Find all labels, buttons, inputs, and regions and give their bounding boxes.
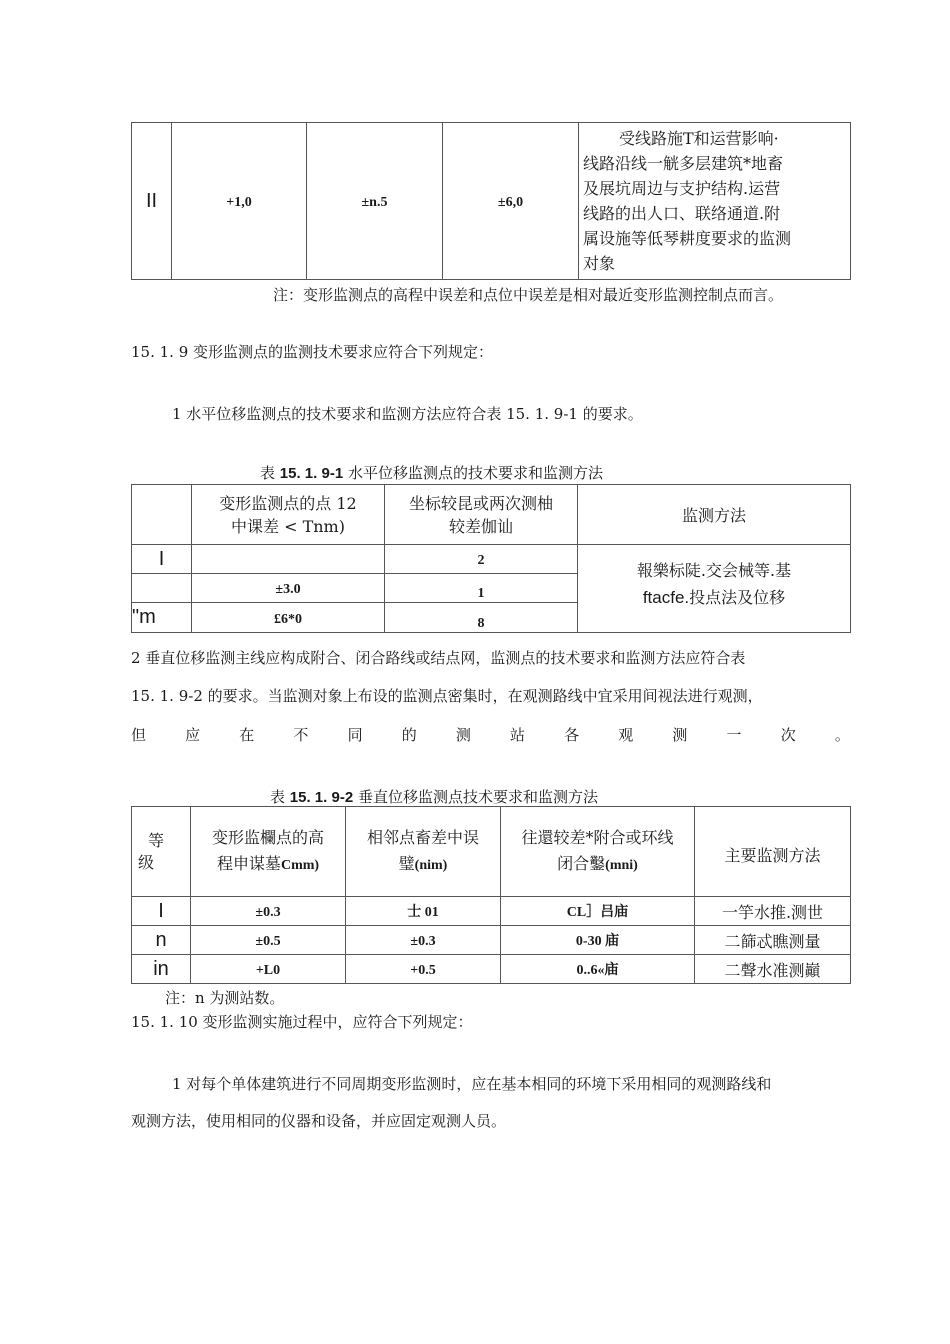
item-2-line-2: 15. 1. 9-2 的要求。当监测对象上布设的监测点密集时，在观测路线中宜采用间视法进行观测， bbox=[131, 687, 763, 705]
table-15-1-9-2 bbox=[131, 806, 851, 984]
table1-cell: ±3.0 bbox=[192, 574, 385, 603]
table1-header-empty bbox=[132, 485, 192, 545]
table1-header-coord-diff: 坐标较昆或两次测柚 较差伽讪 bbox=[385, 485, 578, 545]
item-3-line-2: 观测方法，使用相同的仪器和设备，并应固定观测人员。 bbox=[131, 1112, 507, 1130]
value-cell: +1,0 bbox=[172, 123, 307, 280]
table1-level bbox=[132, 574, 192, 603]
section-15-1-9: 15. 1. 9 变形监测点的监测技术要求应符合下列规定： bbox=[131, 343, 494, 361]
table2-method: 二篩忒瞧测量 bbox=[695, 926, 851, 955]
table2-level: n bbox=[132, 926, 191, 955]
table2-level: I bbox=[132, 897, 191, 926]
description-line: 及展坑周边与支护结构.运营 bbox=[583, 179, 781, 198]
table2-method: 二聲水准测巓 bbox=[695, 955, 851, 984]
table2-cell: ±0.3 bbox=[191, 897, 346, 926]
table1-cell bbox=[192, 545, 385, 574]
table2-cell: +L0 bbox=[191, 955, 346, 984]
table2-header-height-diff-error: 相邻点畜差中误 璧(nim) bbox=[346, 807, 501, 897]
value-cell: ±6,0 bbox=[443, 123, 579, 280]
table1-caption: 表 15. 1. 9-1 水平位移监测点的技术要求和监测方法 bbox=[260, 464, 603, 482]
table2-header-closure: 往還较差*附合或环线 闭合鑿(mni) bbox=[501, 807, 695, 897]
table2-cell: ±0.5 bbox=[191, 926, 346, 955]
value-cell: ±n.5 bbox=[307, 123, 443, 280]
table2-header-method: 主要监测方法 bbox=[695, 807, 851, 897]
table2-cell: ±0.3 bbox=[346, 926, 501, 955]
table2-level: in bbox=[132, 955, 191, 984]
table2-cell: +0.5 bbox=[346, 955, 501, 984]
item-2-line-1: 2 垂直位移监测主线应构成附合、闭合路线或结点网，监测点的技术要求和监测方法应符合表 bbox=[131, 649, 746, 667]
table2-cell: 士 01 bbox=[346, 897, 501, 926]
item-3-line-1: 1 对每个单体建筑进行不同周期变形监测时，应在基本相同的环境下采用相同的观测路线和 bbox=[172, 1075, 772, 1093]
description-line: 属设施等低琴耕度要求的监测 bbox=[583, 229, 792, 248]
item-1: 1 水平位移监测点的技术要求和监测方法应符合表 15. 1. 9-1 的要求。 bbox=[172, 405, 643, 423]
note-2: 注：n 为测站数。 bbox=[165, 989, 285, 1007]
note-1: 注：变形监测点的高程中误差和点位中误差是相对最近变形监测控制点而言。 bbox=[273, 286, 784, 304]
table-15-1-9-1 bbox=[131, 484, 851, 633]
table1-cell: 1 bbox=[385, 574, 578, 603]
description-line: 对象 bbox=[583, 254, 616, 273]
description-line: 线路的出人口、联络通道.附 bbox=[583, 204, 781, 223]
table2-header-grade: 等 级 bbox=[132, 807, 191, 897]
table1-cell: 8 bbox=[385, 603, 578, 633]
description-line: 线路沿线一觥多层建筑*地畜 bbox=[583, 154, 784, 173]
table2-caption: 表 15. 1. 9-2 垂直位移监测点技术要求和监测方法 bbox=[270, 788, 598, 806]
table2-cell: CL］吕庙 bbox=[501, 897, 695, 926]
top-table bbox=[131, 122, 851, 280]
section-15-1-10: 15. 1. 10 变形监测实施过程中，应符合下列规定： bbox=[131, 1013, 473, 1031]
table2-method: 一竽水推.测世 bbox=[695, 897, 851, 926]
level-cell: II bbox=[132, 123, 172, 280]
table2-cell: 0-30 庙 bbox=[501, 926, 695, 955]
table1-level: I bbox=[132, 545, 192, 574]
table1-cell: £6*0 bbox=[192, 603, 385, 633]
table1-method-cell: 報樂标陡.交会械等.基 ftacfe.投点法及位移 bbox=[578, 545, 851, 633]
table1-header-method: 监测方法 bbox=[578, 485, 851, 545]
description-cell bbox=[579, 123, 851, 280]
table1-header-point-error: 变形监测点的点 12 中课差 < Tnm) bbox=[192, 485, 385, 545]
table1-level: "m bbox=[132, 603, 192, 633]
table1-cell: 2 bbox=[385, 545, 578, 574]
description-line: 受线路施T和运营影响· bbox=[619, 129, 779, 148]
item-2-line-3: 但 应 在 不 同 的 测 站 各 观 测 一 次 。 bbox=[131, 726, 850, 744]
table2-header-elevation-error: 变形监欄点的高 程申谋墓Cmm) bbox=[191, 807, 346, 897]
table2-cell: 0..6«庙 bbox=[501, 955, 695, 984]
